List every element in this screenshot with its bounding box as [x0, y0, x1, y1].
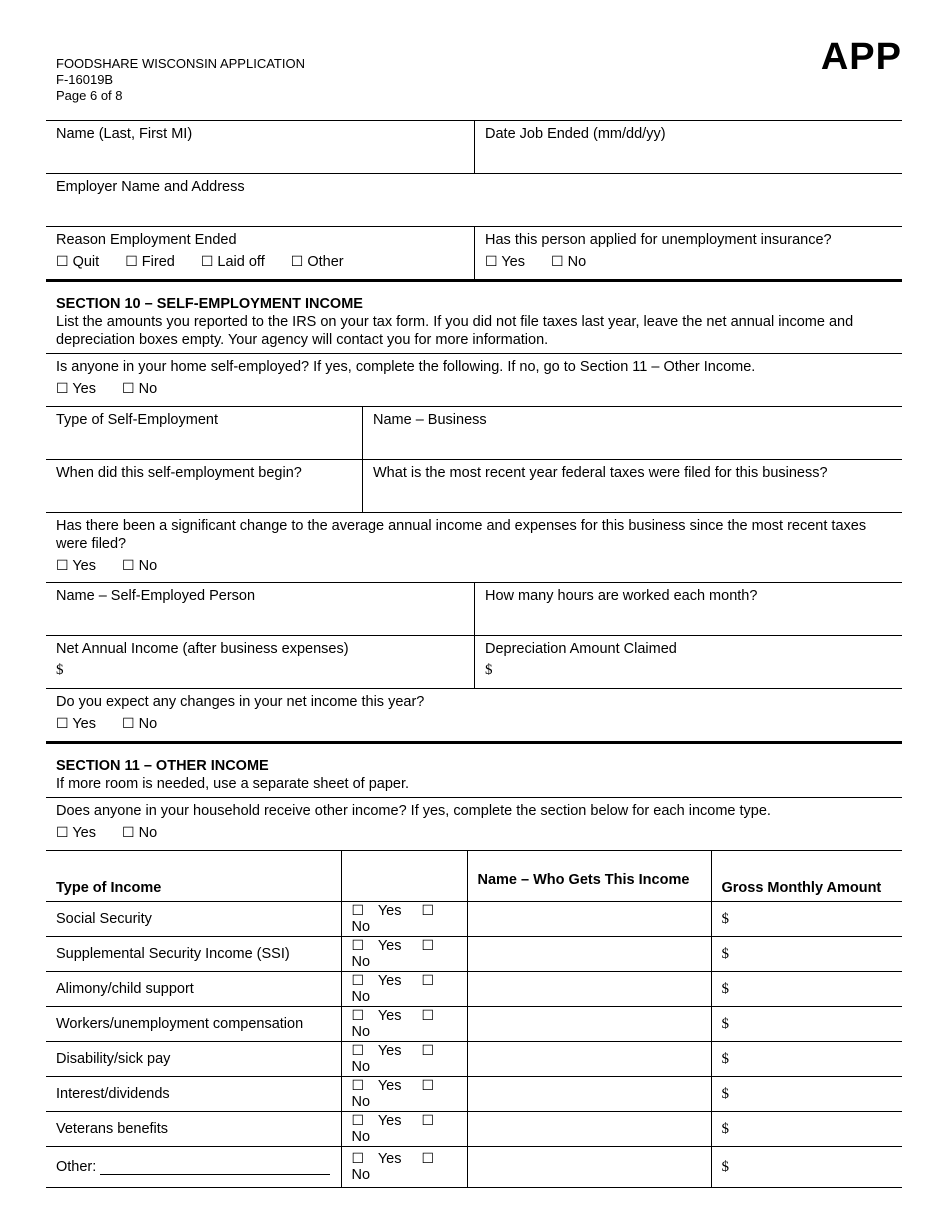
- other-income-line[interactable]: [100, 1160, 330, 1175]
- amount-input[interactable]: $: [711, 902, 902, 937]
- page-number: Page 6 of 8: [56, 88, 123, 103]
- name-field[interactable]: Name (Last, First MI): [56, 126, 193, 142]
- yes-no-checkboxes[interactable]: ☐ Yes ☐ No: [341, 902, 467, 937]
- unemployment-insurance-field: Has this person applied for unemployment insurance? ☐ Yes ☐ No: [474, 227, 902, 279]
- other-income-question-row: [46, 797, 902, 850]
- col-gross-monthly-amount: Gross Monthly Amount: [711, 851, 902, 902]
- reason-laid-off-checkbox[interactable]: ☐ Laid off: [200, 254, 265, 270]
- yes-no-checkboxes[interactable]: ☐ Yes ☐ No: [341, 937, 467, 972]
- reason-quit-checkbox[interactable]: ☐ Quit: [56, 254, 100, 270]
- amount-input[interactable]: $: [711, 1112, 902, 1147]
- other-income-no-checkbox[interactable]: ☐ No: [122, 825, 158, 841]
- income-type-label: Disability/sick pay: [46, 1042, 341, 1077]
- section-11-title: SECTION 11 – OTHER INCOME: [56, 758, 269, 774]
- expect-yes-checkbox[interactable]: ☐ Yes: [56, 716, 96, 732]
- section-11-note: If more room is needed, use a separate sheet of paper.: [56, 776, 410, 792]
- reason-other-checkbox[interactable]: ☐ Other: [290, 254, 344, 270]
- yes-no-checkboxes[interactable]: ☐ Yes ☐ No: [341, 1112, 467, 1147]
- section-11-header: [46, 741, 902, 797]
- app-badge: APP: [820, 36, 902, 78]
- self-employed-no-checkbox[interactable]: ☐ No: [122, 381, 158, 397]
- form-title: FOODSHARE WISCONSIN APPLICATION: [56, 56, 305, 71]
- table-row: [46, 972, 902, 1007]
- who-gets-income-input[interactable]: [467, 937, 711, 972]
- section-10-title: SECTION 10 – SELF-EMPLOYMENT INCOME: [56, 296, 363, 312]
- income-type-label: Interest/dividends: [46, 1077, 341, 1112]
- taxes-filed-year-field[interactable]: What is the most recent year federal taxes were filed for this business?: [362, 460, 902, 512]
- income-type-label: Workers/unemployment compensation: [46, 1007, 341, 1042]
- form-id: F-16019B: [56, 72, 114, 87]
- other-income-table: [46, 850, 902, 1188]
- self-employment-row-1: [46, 406, 902, 459]
- employment-row-3: [46, 226, 902, 279]
- expect-no-checkbox[interactable]: ☐ No: [122, 716, 158, 732]
- table-row: [46, 1077, 902, 1112]
- form-header: [56, 56, 305, 104]
- depreciation-amount-field[interactable]: Depreciation Amount Claimed $: [474, 636, 902, 688]
- amount-input[interactable]: $: [711, 972, 902, 1007]
- self-employed-person-field[interactable]: Name – Self-Employed Person: [56, 588, 256, 604]
- amount-input[interactable]: $: [711, 1077, 902, 1112]
- change-yes-checkbox[interactable]: ☐ Yes: [56, 558, 96, 574]
- table-row: [46, 937, 902, 972]
- significant-change-row: [46, 512, 902, 582]
- income-type-label: Alimony/child support: [46, 972, 341, 1007]
- form-body: [46, 120, 902, 1188]
- self-employment-row-3: [46, 582, 902, 635]
- table-row: [46, 1112, 902, 1147]
- yes-no-checkboxes[interactable]: ☐ Yes ☐ No: [341, 1007, 467, 1042]
- self-employment-row-4: [46, 635, 902, 688]
- yes-no-checkboxes[interactable]: ☐ Yes ☐ No: [341, 1147, 467, 1188]
- type-of-self-employment-field[interactable]: Type of Self-Employment: [56, 412, 218, 428]
- table-header-row: [46, 851, 902, 902]
- table-row: [46, 902, 902, 937]
- amount-input[interactable]: $: [711, 1042, 902, 1077]
- self-employed-yes-checkbox[interactable]: ☐ Yes: [56, 381, 96, 397]
- self-employed-question-row: [46, 353, 902, 406]
- significant-change-question: Has there been a significant change to the average annual income and expenses for this business since the most recent taxes were filed?: [56, 518, 867, 552]
- employer-field[interactable]: Employer Name and Address: [56, 179, 245, 195]
- amount-input[interactable]: $: [711, 937, 902, 972]
- who-gets-income-input[interactable]: [467, 972, 711, 1007]
- col-yes-no: [341, 851, 467, 902]
- unemp-no-checkbox[interactable]: ☐ No: [551, 254, 587, 270]
- self-employment-row-2: [46, 459, 902, 512]
- income-type-label: Veterans benefits: [46, 1112, 341, 1147]
- who-gets-income-input[interactable]: [467, 1112, 711, 1147]
- other-income-type-field[interactable]: Other:: [46, 1147, 341, 1188]
- table-row: [46, 1007, 902, 1042]
- who-gets-income-input[interactable]: [467, 1077, 711, 1112]
- expect-changes-question: Do you expect any changes in your net income this year?: [56, 694, 425, 710]
- col-who-gets-income: Name – Who Gets This Income: [467, 851, 711, 902]
- amount-input[interactable]: $: [711, 1007, 902, 1042]
- employment-row-2: [46, 173, 902, 226]
- who-gets-income-input[interactable]: [467, 1007, 711, 1042]
- income-type-label: Supplemental Security Income (SSI): [46, 937, 341, 972]
- other-income-yes-checkbox[interactable]: ☐ Yes: [56, 825, 96, 841]
- table-row: [46, 1042, 902, 1077]
- table-row-other: [46, 1147, 902, 1188]
- who-gets-income-input[interactable]: [467, 902, 711, 937]
- who-gets-income-input[interactable]: [467, 1147, 711, 1188]
- date-job-ended-field[interactable]: Date Job Ended (mm/dd/yy): [474, 121, 902, 173]
- net-annual-income-field[interactable]: Net Annual Income (after business expenses) $: [56, 641, 349, 678]
- self-employed-question: Is anyone in your home self-employed? If yes, complete the following. If no, go to Section 11 – Other Income.: [56, 359, 756, 375]
- hours-worked-field[interactable]: How many hours are worked each month?: [474, 583, 902, 635]
- self-employment-began-field[interactable]: When did this self-employment begin?: [56, 465, 302, 481]
- who-gets-income-input[interactable]: [467, 1042, 711, 1077]
- reason-fired-checkbox[interactable]: ☐ Fired: [125, 254, 175, 270]
- income-type-label: Social Security: [46, 902, 341, 937]
- employment-row-1: [46, 120, 902, 173]
- yes-no-checkboxes[interactable]: ☐ Yes ☐ No: [341, 972, 467, 1007]
- expect-changes-row: [46, 688, 902, 741]
- unemp-yes-checkbox[interactable]: ☐ Yes: [485, 254, 525, 270]
- yes-no-checkboxes[interactable]: ☐ Yes ☐ No: [341, 1042, 467, 1077]
- business-name-field[interactable]: Name – Business: [362, 407, 902, 459]
- section-10-header: [46, 279, 902, 353]
- section-10-intro: List the amounts you reported to the IRS on your tax form. If you did not file taxes last year, leave the net annual income and depreciation boxes empty. Your agency will contact you for more information.: [56, 314, 854, 348]
- other-income-question: Does anyone in your household receive other income? If yes, complete the section below for each income type.: [56, 803, 771, 819]
- reason-ended-field: Reason Employment Ended ☐ Quit ☐ Fired ☐ Laid off ☐ Other: [56, 232, 344, 270]
- amount-input[interactable]: $: [711, 1147, 902, 1188]
- yes-no-checkboxes[interactable]: ☐ Yes ☐ No: [341, 1077, 467, 1112]
- change-no-checkbox[interactable]: ☐ No: [122, 558, 158, 574]
- col-type-of-income: Type of Income: [46, 851, 341, 902]
